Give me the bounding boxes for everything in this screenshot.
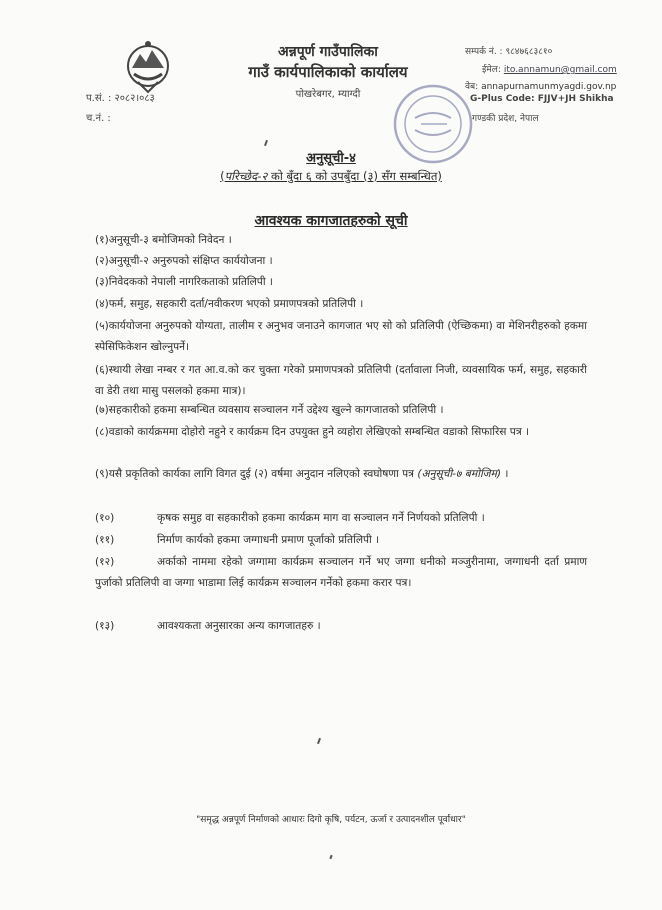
scan-mark — [329, 855, 332, 859]
list-item: (१०) कृषक समुह वा सहकारीको हकमा कार्यक्रम माग वा सञ्चालन गर्ने निर्णयको प्रतिलिपी । — [95, 512, 485, 524]
list-item: (७)सहकारीको हकमा सम्बन्धित व्यवसाय सञ्चालन गर्ने उद्देश्य खुल्ने कागजातको प्रतिलिपी । — [95, 404, 444, 416]
reference-number: प.सं. : २०८२।०८३ — [86, 93, 155, 104]
email-link[interactable]: ito.annamun@gmail.com — [503, 65, 617, 75]
document-list-heading: आवश्यक कागजातहरुको सूची — [254, 213, 408, 229]
list-item: (११) निर्माण कार्यको हकमा जग्गाधनी प्रमाण पूर्जाको प्रतिलिपी । — [95, 534, 380, 546]
list-item: (४)फर्म, समुह, सहकारी दर्ता/नवीकरण भएको प्रमाणपत्रको प्रतिलिपी । — [95, 298, 364, 310]
list-item: (१२) अर्काको नाममा रहेको जग्गामा कार्यक्रम सञ्चालन गर्ने भए जग्गा धनीको मञ्जुरीनामा, जग्गाधनी दर्ता प्रमाण पुर्जाको प्रतिलिपी वा जग्गा भाडामा लिई कार्यक्रम सञ्चालन गर्नेको हकमा करार पत्र। — [95, 556, 587, 589]
phone-number: सम्पर्क नं. : ९८४७६८३८१० — [465, 47, 553, 57]
list-item: (१३) आवश्यकता अनुसारका अन्य कागजातहरु । — [95, 620, 321, 632]
dispatch-number: च.नं. : — [86, 113, 111, 124]
email-row — [482, 62, 617, 75]
gplus-code: G-Plus Code: FJJV+JH Shikha — [470, 94, 614, 104]
office-name: गाउँ कार्यपालिकाको कार्यालय — [248, 63, 408, 81]
scan-mark — [317, 738, 321, 744]
list-item: (६)स्थायी लेखा नम्बर र गत आ.व.को कर चुक्ता गरेको प्रमाणपत्रको प्रतिलिपी (दर्तावाला निजी, व्यवसायिक फर्म, समुह, सहकारी वा डेरी तथा मासु पसलको हकमा मात्र)। — [95, 364, 587, 397]
government-emblem-icon — [124, 38, 172, 96]
footer-slogan: "समृद्ध अन्नपूर्ण निर्माणको आधारः दिगो कृषि, पर्यटन, ऊर्जा र उत्पादनशील पूर्वाधार" — [196, 815, 466, 825]
website-row — [465, 79, 616, 92]
annex-title: अनुसूची-४ — [306, 151, 356, 166]
list-item: (२)अनुसूची-२ अनुरुपको संक्षिप्त कार्ययोजना । — [95, 255, 273, 267]
list-item: (५)कार्ययोजना अनुरुपको योग्यता, तालीम र अनुभव जनाउने कागजात भए सो को प्रतिलिपी (ऐच्छिकमा) वा मेशिनरीहरुको हकमा स्पेसिफिकेशन खोल्नुपर्ने। — [95, 320, 587, 353]
list-item: (९)यसै प्रकृतिको कार्यका लागि विगत दुई (२) वर्षमा अनुदान नलिएको स्वघोषणा पत्र (अनुसूची-७ बमोजिम) । — [95, 468, 509, 480]
office-address: पोखरेबगर, म्याग्दी — [295, 89, 361, 100]
email-label: ईमेल: — [482, 65, 501, 75]
list-item: (१)अनुसूची-३ बमोजिमको निवेदन । — [95, 234, 232, 246]
province: गण्डकी प्रदेश, नेपाल — [472, 114, 539, 124]
website-label: वेब: — [465, 82, 479, 92]
annex-subtitle: (परिच्छेद-२ को बुँदा ६ को उपबुँदा (३) सँग सम्बन्धित) — [220, 169, 442, 183]
municipality-name: अन्नपूर्ण गाउँपालिका — [278, 44, 378, 60]
list-item: (३)निवेदकको नेपाली नागरिकताको प्रतिलिपी । — [95, 276, 273, 288]
scan-mark — [264, 140, 268, 146]
website-link[interactable]: annapurnamunmyagdi.gov.np — [481, 82, 617, 92]
list-item: (८)वडाको कार्यक्रममा दोहोरो नहुने र कार्यक्रम दिन उपयुक्त हुने व्यहोरा लेखिएको सम्बन्धित वडाको सिफारिस पत्र । — [95, 426, 530, 438]
